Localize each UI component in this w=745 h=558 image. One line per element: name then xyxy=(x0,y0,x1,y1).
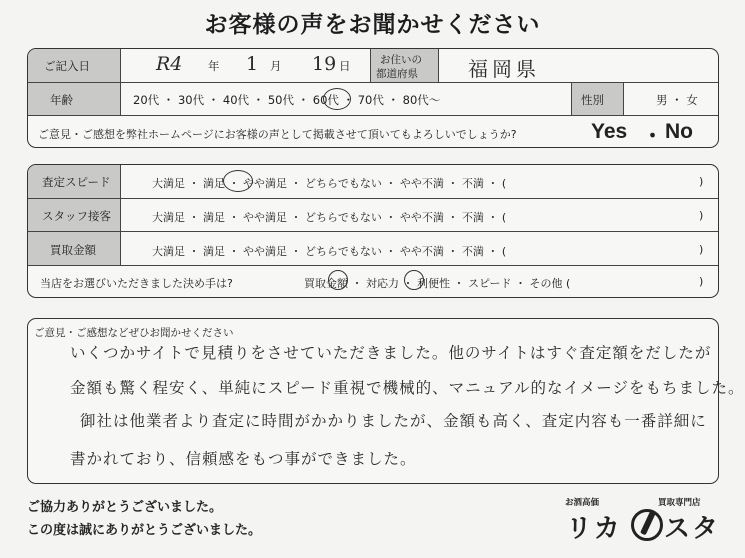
comment-line-4: 書かれており、信頼感をもつ事ができました。 xyxy=(70,450,417,468)
speed-selection-circle xyxy=(223,170,253,192)
logo-small-left: お酒高価 xyxy=(565,498,600,508)
comment-label: ご意見・ご感想などぜひお聞かせください xyxy=(34,327,234,339)
price-label: 買取金額 xyxy=(50,243,96,257)
age-selection-circle xyxy=(323,88,351,110)
speed-label: 査定スピード xyxy=(42,175,111,189)
reason-price-circle xyxy=(328,270,348,290)
staff-close: ) xyxy=(699,209,704,222)
date-label: ご記入日 xyxy=(44,59,90,73)
reason-response-circle xyxy=(404,270,424,290)
thanks-line-2: この度は誠にありがとうございました。 xyxy=(27,523,262,538)
age-options[interactable]: 20代 ・ 30代 ・ 40代 ・ 50代 ・ 60代 ・ 70代 ・ 80代〜 xyxy=(133,93,441,107)
logo-main-right: スタ xyxy=(664,514,721,544)
date-month[interactable]: 1 xyxy=(246,53,259,75)
staff-label: スタッフ接客 xyxy=(42,209,111,223)
prefecture-value[interactable]: 福岡県 xyxy=(468,57,540,81)
prefecture-label-2: 都道府県 xyxy=(376,68,418,80)
price-options[interactable]: 大満足 ・ 満足 ・ やや満足 ・ どちらでもない ・ やや不満 ・ 不満 ・ ( xyxy=(152,245,507,258)
speed-close: ) xyxy=(699,175,704,188)
ratings-box xyxy=(27,164,719,298)
consent-no[interactable]: No xyxy=(665,120,693,143)
date-day[interactable]: 19 xyxy=(312,53,337,75)
price-close: ) xyxy=(699,243,704,256)
consent-question: ご意見・ご感想を弊社ホームページにお客様の声として掲載させて頂いてもよろしいでしょうか? xyxy=(38,128,517,141)
comment-line-1: いくつかサイトで見積りをさせていただきました。他のサイトはすぐ査定額をだしたが xyxy=(70,344,712,362)
day-unit: 日 xyxy=(339,59,351,73)
consent-yes[interactable]: Yes xyxy=(591,120,628,143)
shop-logo xyxy=(560,492,720,552)
customer-info-box xyxy=(27,48,719,148)
month-unit: 月 xyxy=(270,59,282,73)
date-era[interactable]: R4 xyxy=(156,53,183,75)
consent-separator: ・ xyxy=(642,125,663,148)
reason-options[interactable]: 買取金額 ・ 対応力 ・ 利便性 ・ スピード ・ その他 ( xyxy=(304,277,571,290)
gender-options[interactable]: 男 ・ 女 xyxy=(656,93,698,107)
comment-line-3: 御社は他業者より査定に時間がかかりましたが、金額も高く、査定内容も一番詳細に xyxy=(80,412,707,430)
prefecture-label-1: お住いの xyxy=(380,54,422,66)
age-label: 年齢 xyxy=(50,93,73,107)
logo-main-left: リカ xyxy=(566,514,622,544)
comment-line-2: 金額も驚く程安く、単純にスピード重視で機械的、マニュアル的なイメージをもちました。 xyxy=(70,379,745,397)
page-title: お客様の声をお聞かせください xyxy=(204,12,541,38)
staff-options[interactable]: 大満足 ・ 満足 ・ やや満足 ・ どちらでもない ・ やや不満 ・ 不満 ・ ( xyxy=(152,211,507,224)
reason-close: ) xyxy=(699,275,704,288)
speed-options[interactable]: 大満足 ・ 満足 ・ やや満足 ・ どちらでもない ・ やや不満 ・ 不満 ・ ( xyxy=(152,177,507,190)
gender-label: 性別 xyxy=(581,93,604,107)
thanks-line-1: ご協力ありがとうございました。 xyxy=(27,500,223,515)
logo-small-right: 買取専門店 xyxy=(658,498,701,508)
bottle-logo-icon xyxy=(630,508,664,542)
reason-label: 当店をお選びいただきました決め手は? xyxy=(40,277,233,290)
year-unit: 年 xyxy=(208,59,220,73)
